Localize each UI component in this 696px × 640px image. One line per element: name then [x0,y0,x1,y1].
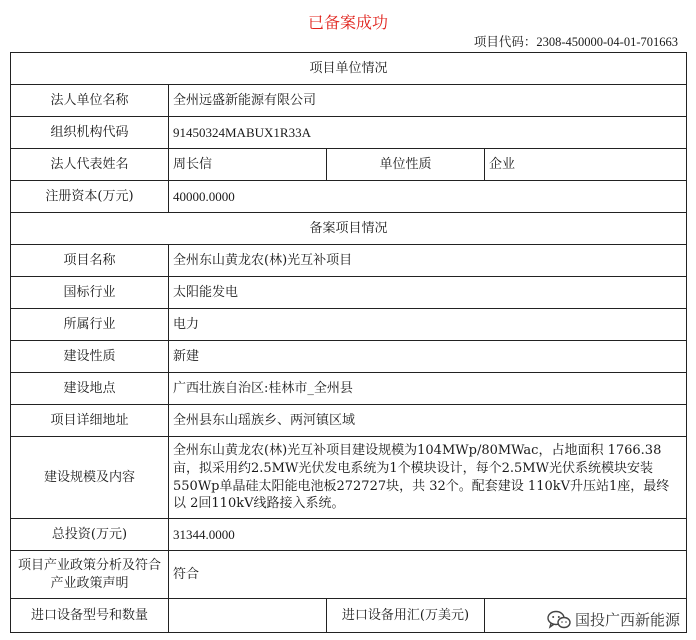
wechat-watermark [547,609,680,630]
table-row [11,341,687,373]
capital-value: 40000.0000 [169,181,687,213]
record-table [10,52,687,633]
scale-label: 建设规模及内容 [11,437,169,519]
table-row [11,149,687,181]
national-industry-label: 国标行业 [11,277,169,309]
section-title-project: 备案项目情况 [11,213,687,245]
capital-label: 注册资本(万元) [11,181,169,213]
construction-nature-value: 新建 [169,341,687,373]
project-name-label: 项目名称 [11,245,169,277]
industry-value: 电力 [169,309,687,341]
legal-entity-value: 全州远盛新能源有限公司 [169,85,687,117]
import-currency-label: 进口设备用汇(万美元) [327,599,485,633]
table-row [11,277,687,309]
table-row [11,245,687,277]
scale-value: 全州东山黄龙农(林)光互补项目建设规模为104MWp/80MWac，占地面积 1766.38亩，拟采用约2.5MW光伏发电系统为1个模块设计，每个2.5MW光伏系统模块安装550Wp单晶硅太阳能电池板272727块，共 32个。配套建设 110kV升压站1座，最终以 2回110kV线路接入系统。 [169,437,687,519]
investment-label: 总投资(万元) [11,519,169,551]
unit-nature-value: 企业 [485,149,687,181]
unit-nature-label: 单位性质 [327,149,485,181]
table-row [11,551,687,599]
address-value: 全州县东山瑶族乡、两河镇区域 [169,405,687,437]
watermark-text: 国投广西新能源 [574,611,680,629]
table-row [11,117,687,149]
record-status-title: 已备案成功 [307,13,388,32]
table-row [11,437,687,519]
table-row [11,519,687,551]
policy-value: 符合 [169,551,687,599]
table-row [11,85,687,117]
project-code [474,32,678,50]
national-industry-value: 太阳能发电 [169,277,687,309]
address-label: 项目详细地址 [11,405,169,437]
project-name-value: 全州东山黄龙农(林)光互补项目 [169,245,687,277]
project-code-label: 项目代码： [473,34,537,49]
wechat-icon [547,610,571,630]
construction-nature-label: 建设性质 [11,341,169,373]
policy-label: 项目产业政策分析及符合产业政策声明 [11,551,169,599]
import-equipment-label: 进口设备型号和数量 [11,599,169,633]
table-row [11,405,687,437]
section-row [11,53,687,85]
section-row [11,213,687,245]
location-label: 建设地点 [11,373,169,405]
project-code-value: 2308-450000-04-01-701663 [536,35,678,49]
industry-label: 所属行业 [11,309,169,341]
table-row [11,373,687,405]
table-row [11,309,687,341]
legal-rep-label: 法人代表姓名 [11,149,169,181]
investment-value: 31344.0000 [169,519,687,551]
table-row [11,181,687,213]
org-code-label: 组织机构代码 [11,117,169,149]
legal-rep-value: 周长信 [169,149,327,181]
location-value: 广西壮族自治区:桂林市_全州县 [169,373,687,405]
legal-entity-label: 法人单位名称 [11,85,169,117]
section-title-unit: 项目单位情况 [11,53,687,85]
org-code-value: 91450324MABUX1R33A [169,117,687,149]
import-equipment-value [169,599,327,633]
